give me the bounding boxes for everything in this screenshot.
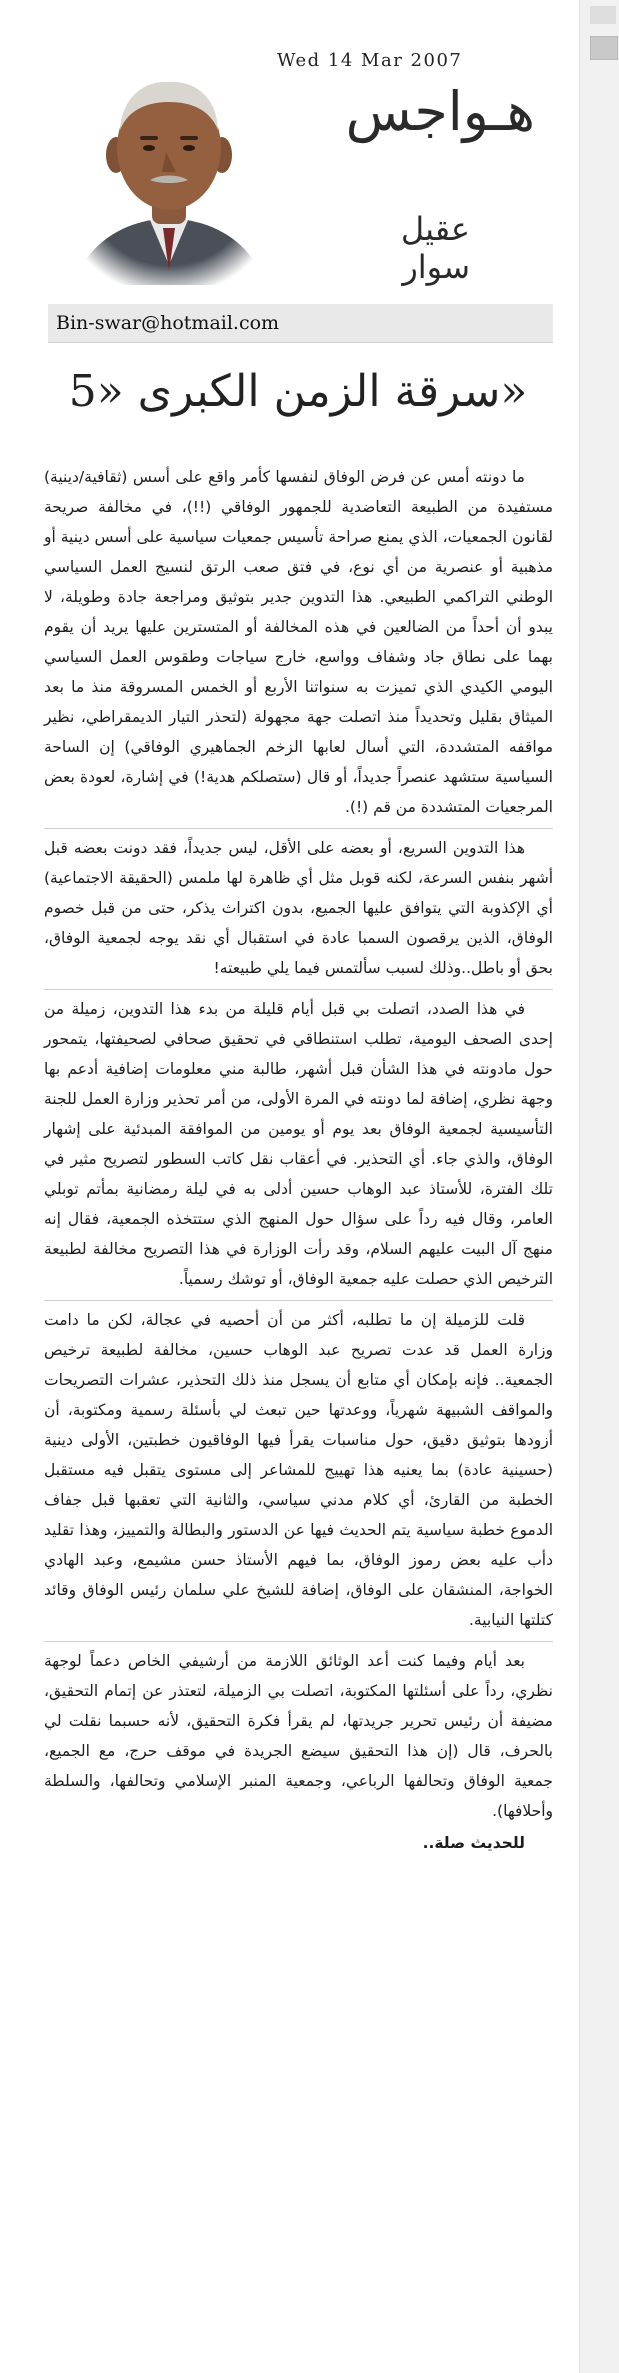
article-paragraph: ما دونته أمس عن فرض الوفاق لنفسها كأمر واقع على أسس (ثقافية/دينية) مستفيدة من الطبيعة التعاضدية للجمهور الوفاقي (!!)، في مخالفة صريحة لقانون الجمعيات، الذي يمنع صراحة تأسيس جمعيات سياسية على أسس دينية أو مذهبية أو عنصرية من أي نوع، في فتق صعب الرتق لنسيج العمل السياسي الوطني التراكمي الطبيعي. هذا التدوين جدير بتوثيق ومراجعة جادة وطويلة، لا يبدو أن أحداً من الضالعين في هذه المخالفة أو المتسترين عليها يريد أن يقوم بهما على نطاق جاد وشفاف وواسع، خارج سياجات وطقوس العمل السياسي اليومي الكيدي الذي تميزت به سنواتنا الأربع أو الخمس المسروقة منذ ما بعد الميثاق بقليل وتحديداً منذ اتصلت جهة مجهولة (لتحذر التيار الديمقراطي، نظير مواقفه المتشددة، التي أسال لعابها الزخم الجماهيري الوفاقي) إن الساحة السياسية ستشهد عنصراً جديداً، أو قال (ستصلكم هدية!) في إشارة، لعودة بعض المرجعيات المتشددة من قم (!). <box>44 468 553 816</box>
author-name: عقيل سوار <box>400 210 470 286</box>
article-paragraph: بعد أيام وفيما كنت أعد الوثائق اللازمة من أرشيفي الخاص دعماً لوجهة نظري، رداً على أسئلتها المكتوبة، اتصلت بي الزميلة، لتعتذر عن إتمام التحقيق، مضيفة أن رئيس تحرير جريدتها، لم يقرأ فكرة التحقيق، لأنه حسبما نقلت لي بالحرف، قال (إن هذا التحقيق سيضع الجريدة في موقف حرج، مع الجميع، جمعية الوفاق وتحالفها الرباعي، وجمعية المنبر الإسلامي وتحالفها، والسلطة وأحلافها). <box>44 1652 553 1820</box>
email-bar <box>48 304 553 343</box>
article-headline: سرقة الزمن الكبرى «5» <box>68 366 528 417</box>
paragraph-divider <box>44 1300 553 1301</box>
article-closing: للحديث صلة.. <box>422 1834 525 1852</box>
column-title: هـواجس <box>345 80 535 143</box>
publish-date: Wed 14 Mar 2007 <box>277 50 463 71</box>
paragraph-divider <box>44 828 553 829</box>
article-paragraph: هذا التدوين السريع، أو بعضه على الأقل، ليس جديداً، فقد دونت بعضه قبل أشهر بنفس السرعة، لكنه قوبل مثل أي ظاهرة لها ملمس (الحقيقة الاجتماعية) أي الإكذوبة التي يتوافق عليها الجميع، بدون اكتراث يذكر، حتى من قبل خصوم الوفاق، الذين يرقصون السمبا عادة في استقبال أي نقد يوجه لجمعية الوفاق، بحق أو باطل..وذلك لسبب سألتمس فيما يلي طبيعته! <box>44 839 553 977</box>
scrollbar-thumb[interactable] <box>590 36 618 60</box>
paragraph-divider <box>44 1641 553 1642</box>
scroll-up-button[interactable] <box>590 6 616 24</box>
paragraph-divider <box>44 989 553 990</box>
vertical-scrollbar[interactable] <box>579 0 619 2373</box>
article-paragraph: في هذا الصدد، اتصلت بي قبل أيام قليلة من بدء هذا التدوين، زميلة من إحدى الصحف اليومية، تطلب استنطاقي في تحقيق صحافي لصحيفتها، يتمحور حول مادونته في هذا الشأن قبل أشهر، طالبة مني معلومات إضافية أدعم بها وجهة نظري، إضافة لما دونته في المرة الأولى، من أمر تحذير وزارة العمل للجنة التأسيسية لجمعية الوفاق بعد يوم أو يومين من الموافقة المبدئية على إشهار الوفاق، والذي جاء. أي التحذير. في أعقاب نقل كاتب السطور لتصريح مثير في تلك الفترة، للأستاذ عبد الوهاب حسين أدلى به في ليلة رمضانية بمأتم توبلي العامر، وقال فيه رداً على سؤال حول المنهج الذي ستتخذه الجمعية، فقال إنه منهج آل البيت عليهم السلام، وقد رأت الوزارة في هذا التصريح مخالفة لطبيعة الترخيص الذي حصلت عليه جمعية الوفاق، أو توشك رسمياً. <box>44 1000 553 1288</box>
author-photo <box>62 60 277 285</box>
author-email-link[interactable]: Bin-swar@hotmail.com <box>56 312 280 334</box>
article-paragraph: قلت للزميلة إن ما تطلبه، أكثر من أن أحصيه في عجالة، لكن ما دامت وزارة العمل قد عدت تصريح عبد الوهاب حسين، مخالفة لطبيعة ترخيص الجمعية.. فإنه بإمكان أي متابع أن يسجل منذ ذلك التحذير، عشرات التصريحات والمواقف الشبيهة شهرياً، ووعدتها حين تبعث لي بأسئلة رسمية ومكتوبة، أن أزودها بتوثيق دقيق، حول مناسبات يقرأ فيها الوفاقيون خطبتين، الأولى دينية (حسينية عادة) بما يعنيه هذا تهييج للمشاعر إلى مستوى يتقبل فيه مستقبل الخطبة من القارئ، أي كلام مدني سياسي، والثانية التي تعقبها قبل جفاف الدموع خطبة سياسية يتم الحديث فيها عن الدستور والبطالة والتمييز، وهذا تقليد دأب عليه بعض رموز الوفاق، بما فيهم الأستاذ حسن مشيمع، وعبد الهادي الخواجة، المنشقان على الوفاق، إضافة للشيخ علي سلمان رئيس الوفاق وقائد كتلتها النيابية. <box>44 1311 553 1629</box>
article-body <box>44 462 553 1858</box>
